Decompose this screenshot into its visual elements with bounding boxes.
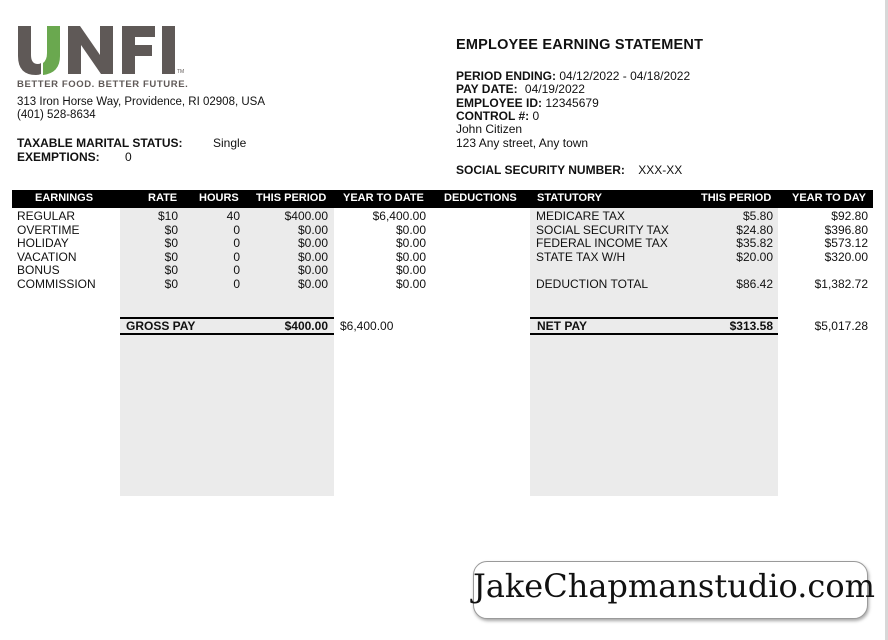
earning-this-period: $0.00 (297, 263, 328, 277)
statutory-this-period: $5.80 (742, 209, 773, 223)
earning-name: REGULAR (17, 209, 76, 223)
paydate-value: 04/19/2022 (524, 82, 585, 96)
period-ending (456, 69, 690, 83)
header-rate: RATE (148, 192, 178, 204)
pay-date (456, 82, 585, 96)
header-year-to-day: YEAR TO DAY (792, 192, 866, 204)
earning-this-period: $0.00 (297, 276, 328, 291)
deduction-total-ytd: $1,382.72 (814, 276, 868, 291)
net-pay-this-period: $313.58 (729, 319, 773, 333)
company-phone: (401) 528-8634 (17, 109, 96, 121)
marital-status-value: Single (213, 136, 247, 150)
exemptions-value: 0 (125, 150, 132, 164)
deduction-total-this-period: $86.42 (736, 276, 773, 291)
period-label: PERIOD ENDING: (456, 69, 557, 83)
empid-label: EMPLOYEE ID: (456, 96, 543, 110)
earning-name: BONUS (17, 263, 60, 277)
statutory-ytd: $396.80 (824, 222, 868, 237)
net-pay-ytd: $5,017.28 (814, 319, 868, 333)
statutory-name: STATE TAX W/H (536, 249, 626, 264)
header-year-to-date: YEAR TO DATE (343, 192, 424, 204)
gross-pay-this-period: $400.00 (284, 319, 328, 333)
earning-this-period: $0.00 (297, 236, 328, 250)
header-this-period: THIS PERIOD (256, 192, 327, 204)
company-address: 313 Iron Horse Way, Providence, RI 02908, USA (17, 96, 266, 108)
earning-hours: 0 (233, 249, 240, 264)
earning-rate: $10 (157, 209, 178, 223)
ssn (456, 163, 682, 177)
gross-pay-label: GROSS PAY (126, 319, 196, 333)
earning-ytd: $0.00 (395, 276, 426, 291)
gross-pay-ytd: $6,400.00 (340, 319, 394, 333)
earning-ytd: $6,400.00 (372, 209, 426, 223)
earning-hours: 0 (233, 236, 240, 250)
earning-name: VACATION (17, 249, 77, 264)
company-tagline: BETTER FOOD. BETTER FUTURE. (17, 79, 189, 90)
net-pay-label: NET PAY (537, 319, 588, 333)
ssn-value: XXX-XX (638, 163, 683, 177)
header-statutory: STATUTORY (537, 192, 602, 204)
earning-rate: $0 (164, 263, 178, 277)
statutory-name: MEDICARE TAX (536, 209, 625, 223)
earning-name: COMMISSION (17, 276, 96, 291)
employee-address: 123 Any street, Any town (456, 136, 589, 150)
deduction-total-label: DEDUCTION TOTAL (536, 276, 649, 291)
trademark: TM (177, 69, 185, 75)
earning-ytd: $0.00 (395, 249, 426, 264)
company-logo (16, 22, 186, 78)
empid-value: 12345679 (545, 96, 599, 110)
earning-ytd: $0.00 (395, 222, 426, 237)
earning-name: HOLIDAY (17, 236, 69, 250)
earning-this-period: $0.00 (297, 249, 328, 264)
table-header-bar (12, 190, 873, 208)
header-hours: HOURS (199, 192, 239, 204)
earning-hours: 40 (226, 209, 240, 223)
earning-name: OVERTIME (17, 222, 80, 237)
header-earnings: EARNINGS (35, 192, 94, 204)
earning-hours: 0 (233, 263, 240, 277)
paydate-label: PAY DATE: (456, 82, 518, 96)
header-deductions: DEDUCTIONS (444, 192, 517, 204)
statutory-name: SOCIAL SECURITY TAX (536, 222, 669, 237)
statutory-ytd: $320.00 (824, 249, 868, 264)
exemptions-label: EXEMPTIONS: (17, 150, 100, 164)
employee-id (456, 96, 599, 110)
statutory-this-period: $20.00 (736, 249, 773, 264)
earning-rate: $0 (164, 222, 178, 237)
ssn-label: SOCIAL SECURITY NUMBER: (456, 163, 625, 177)
period-value: 04/12/2022 - 04/18/2022 (559, 69, 691, 83)
earning-ytd: $0.00 (395, 236, 426, 250)
marital-status-label: TAXABLE MARITAL STATUS: (17, 136, 183, 150)
earning-hours: 0 (233, 222, 240, 237)
earning-rate: $0 (164, 249, 178, 264)
watermark-text: JakeChapmanstudio.com (473, 567, 875, 605)
statement-title: EMPLOYEE EARNING STATEMENT (456, 37, 704, 53)
statutory-ytd: $573.12 (824, 236, 868, 250)
header-ded-this-period: THIS PERIOD (701, 192, 772, 204)
statutory-this-period: $35.82 (736, 236, 773, 250)
earning-this-period: $400.00 (284, 209, 328, 223)
earning-ytd: $0.00 (395, 263, 426, 277)
statutory-name: FEDERAL INCOME TAX (536, 236, 668, 250)
control-number (456, 109, 539, 123)
control-label: CONTROL #: (456, 109, 530, 123)
earning-rate: $0 (164, 276, 178, 291)
control-value: 0 (532, 109, 540, 123)
earning-hours: 0 (233, 276, 240, 291)
earning-this-period: $0.00 (297, 222, 328, 237)
earning-rate: $0 (164, 236, 178, 250)
statutory-ytd: $92.80 (831, 209, 868, 223)
employee-name: John Citizen (456, 122, 523, 136)
statutory-this-period: $24.80 (736, 222, 773, 237)
